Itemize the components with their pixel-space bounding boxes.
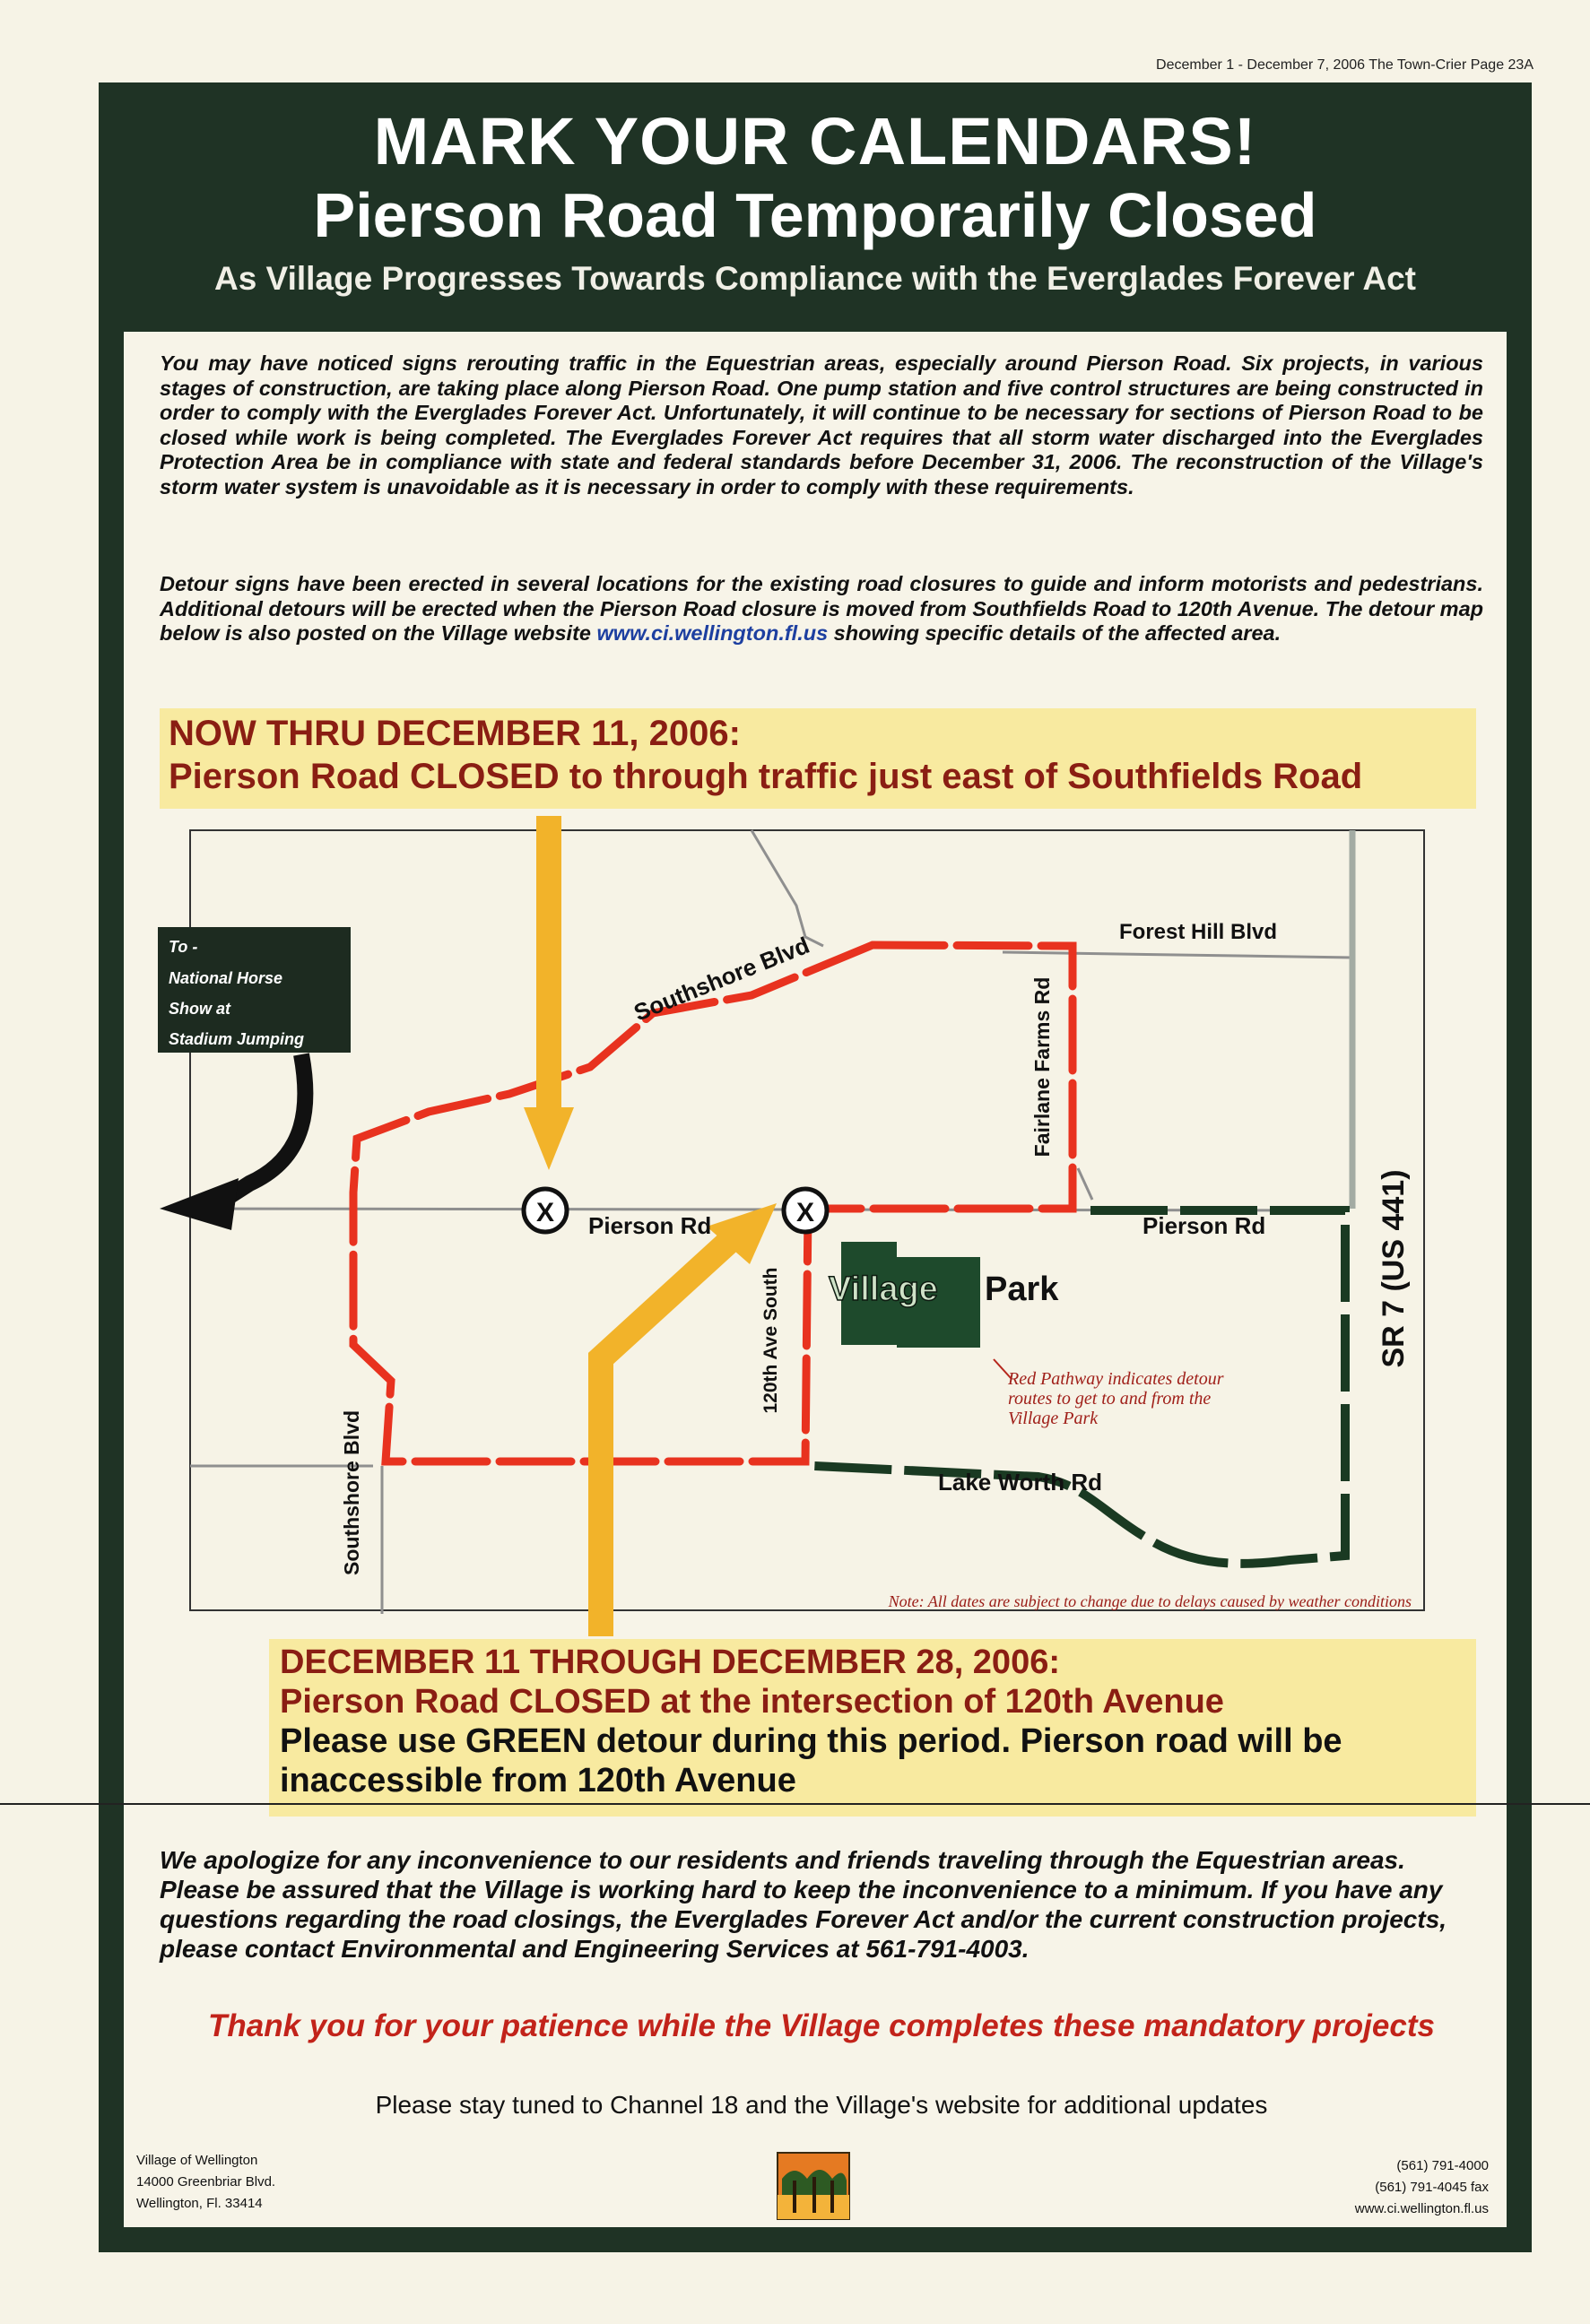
intro-paragraph-1: You may have noticed signs rerouting traffic in the Equestrian areas, especially around Pierson Road. Six projects, in various stages of construction, are taking place along Pierson Road. One pump station and five control structures are being constructed in order to comply with the Everglades Forever Act. Unfortunately, it will continue to be necessary for sections of Pierson Road to be closed while work is being completed. The Everglades Forever Act requires that all storm water discharged into the Everglades Protection Area be in compliance with state and federal standards before December 31, 2006. The reconstruction of the Village's storm water system is unavoidable as it is necessary in order to comply with these requirements.	[160, 351, 1483, 499]
address-line: 14000 Greenbriar Blvd.	[136, 2174, 276, 2190]
detour-map	[124, 816, 1507, 1641]
phone-number: (561) 791-4000	[1396, 2158, 1489, 2173]
label-pierson-rd-west: Pierson Rd	[588, 1212, 712, 1239]
intro-paragraph-2	[160, 572, 1483, 646]
label-120th-ave: 120th Ave South	[760, 1267, 781, 1414]
map-footnote: Note: All dates are subject to change due to delays caused by weather conditions	[888, 1592, 1412, 1610]
callout-line: National Horse	[169, 969, 283, 987]
closure-x: X	[535, 1198, 555, 1227]
label-forest-hill: Forest Hill Blvd	[1119, 920, 1278, 944]
callout-line: To -	[169, 938, 198, 956]
callout-line: Stadium Jumping	[169, 1030, 305, 1048]
phase1-date: NOW THRU DECEMBER 11, 2006:	[169, 714, 741, 753]
page-dateline: December 1 - December 7, 2006 The Town-Crier Page 23A	[1156, 57, 1534, 73]
label-pierson-rd-east: Pierson Rd	[1143, 1212, 1266, 1239]
address-line: Wellington, Fl. 33414	[136, 2196, 263, 2211]
phase2-banner	[269, 1639, 1476, 1817]
phase2-description: Pierson Road CLOSED at the intersection of 120th Avenue	[280, 1683, 1224, 1721]
park-label-2: Park	[985, 1270, 1059, 1308]
address-line: Village of Wellington	[136, 2153, 258, 2168]
intro-text-end: showing specific details of the affected area.	[828, 621, 1282, 645]
tagline: As Village Progresses Towards Compliance with the Everglades Forever Act	[213, 260, 1416, 297]
stay-tuned-line: Please stay tuned to Channel 18 and the Village's website for additional updates	[375, 2091, 1268, 2119]
phase1-banner	[160, 708, 1476, 809]
headline: MARK YOUR CALENDARS!	[373, 104, 1257, 178]
page-fold-line	[0, 1803, 1590, 1805]
label-fairlane-farms: Fairlane Farms Rd	[1030, 976, 1054, 1158]
pathway-note-line: routes to get to and from the	[1008, 1389, 1212, 1409]
phase2-instructions-2: inaccessible from 120th Avenue	[280, 1762, 796, 1799]
apology-paragraph: We apologize for any inconvenience to our residents and friends traveling through the Equestrian areas. Please be assured that the Village is working hard to keep the inconvenience to a minimum. If you have any questions regarding the road closings, the Everglades Forever Act and/or the current construction projects, please contact Environmental and Engineering Services at 561-791-4003.	[160, 1846, 1447, 1963]
seal-trunk	[812, 2177, 816, 2213]
label-southshore-blvd-south: Southshore Blvd	[340, 1409, 363, 1576]
fax-number: (561) 791-4045 fax	[1375, 2180, 1489, 2195]
thank-you-line: Thank you for your patience while the Village completes these mandatory projects	[208, 2008, 1435, 2043]
seal-trunk	[793, 2181, 796, 2213]
footer-website-link[interactable]: www.ci.wellington.fl.us	[1354, 2201, 1489, 2216]
label-sr7: SR 7 (US 441)	[1377, 1169, 1411, 1368]
yellow-arrow-shaft	[536, 816, 561, 1112]
closure-x: X	[795, 1198, 815, 1227]
website-link[interactable]: www.ci.wellington.fl.us	[596, 621, 829, 645]
callout-line: Show at	[169, 1000, 231, 1018]
park-label: Village	[829, 1270, 938, 1308]
phase1-description: Pierson Road CLOSED to through traffic just east of Southfields Road	[169, 757, 1363, 796]
pathway-note-line: Red Pathway indicates detour	[1008, 1369, 1224, 1389]
subheadline: Pierson Road Temporarily Closed	[313, 180, 1317, 250]
seal-trunk	[830, 2181, 834, 2213]
intro-text: Detour signs have been erected in several locations for the existing road closures to guide and inform motorists and pedestrians. Additional detours will be erected when the Pierson Road closure is moved from Southfields Road to 120th Avenue. The detour map below is also posted on the Village website	[160, 572, 1483, 645]
phase2-date: DECEMBER 11 THROUGH DECEMBER 28, 2006:	[280, 1643, 1060, 1681]
village-contact	[1255, 2155, 1489, 2220]
label-southshore-blvd: Southshore Blvd	[630, 931, 813, 1027]
label-lake-worth: Lake Worth Rd	[938, 1469, 1102, 1496]
phase2-instructions: Please use GREEN detour during this period. Pierson road will be	[280, 1722, 1342, 1760]
village-seal-icon	[777, 2152, 850, 2220]
village-address	[136, 2150, 275, 2215]
pathway-note-line: Village Park	[1008, 1409, 1099, 1428]
